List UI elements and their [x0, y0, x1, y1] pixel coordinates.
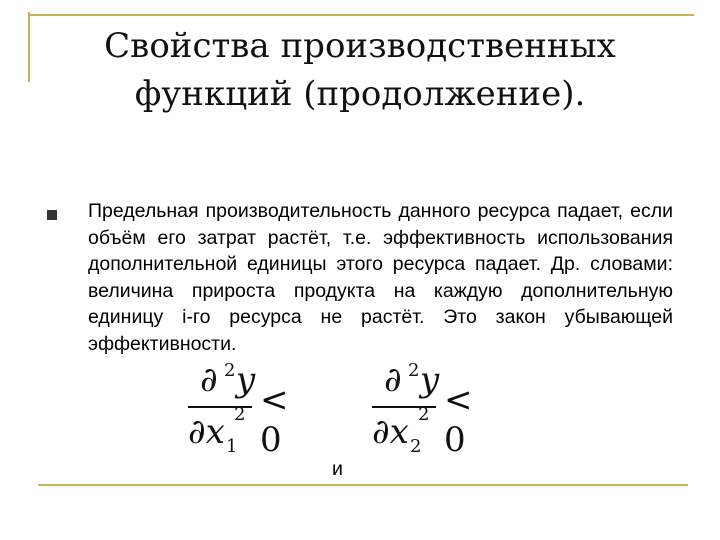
body-paragraph: Предельная производительность данного ресурса падает, если объём его затрат растёт, т.е. эффективность использования дополнительной единицы этого ресурса падает. Др. словами: величина прироста продукта на каждую дополнительную единицу i-го ресурса не растёт. Это закон убывающей эффективности. [88, 200, 673, 355]
formula-1-den-exp: 2 [234, 404, 246, 425]
title-line-1: Свойства производственных [104, 26, 616, 66]
formula-1-var: y [236, 360, 256, 400]
formula-1-relation: < 0 [260, 380, 289, 460]
slide-title [40, 22, 680, 118]
formula-2-relation: < 0 [444, 380, 473, 460]
formula-2-var: y [420, 360, 440, 400]
formula-2 [372, 360, 502, 460]
formula-2-partial: ∂ [384, 360, 402, 400]
frame-vertical-line [28, 12, 30, 82]
formula-2-denominator: ∂x [372, 412, 409, 452]
frame-bottom-line [38, 484, 688, 486]
conjunction-text: и [332, 458, 343, 480]
formula-1-denominator: ∂x [188, 412, 225, 452]
title-line-2: функций (продолжение). [134, 74, 586, 114]
formula-1 [188, 360, 318, 460]
square-bullet-icon [47, 210, 57, 220]
formula-2-den-sub: 2 [410, 436, 422, 457]
formula-1-exp: 2 [224, 360, 236, 381]
formula-1-den-sub: 1 [226, 436, 238, 457]
formula-1-partial: ∂ [200, 360, 218, 400]
frame-top-line [28, 14, 694, 16]
formula-2-den-exp: 2 [418, 404, 430, 425]
formula-2-exp: 2 [408, 360, 420, 381]
